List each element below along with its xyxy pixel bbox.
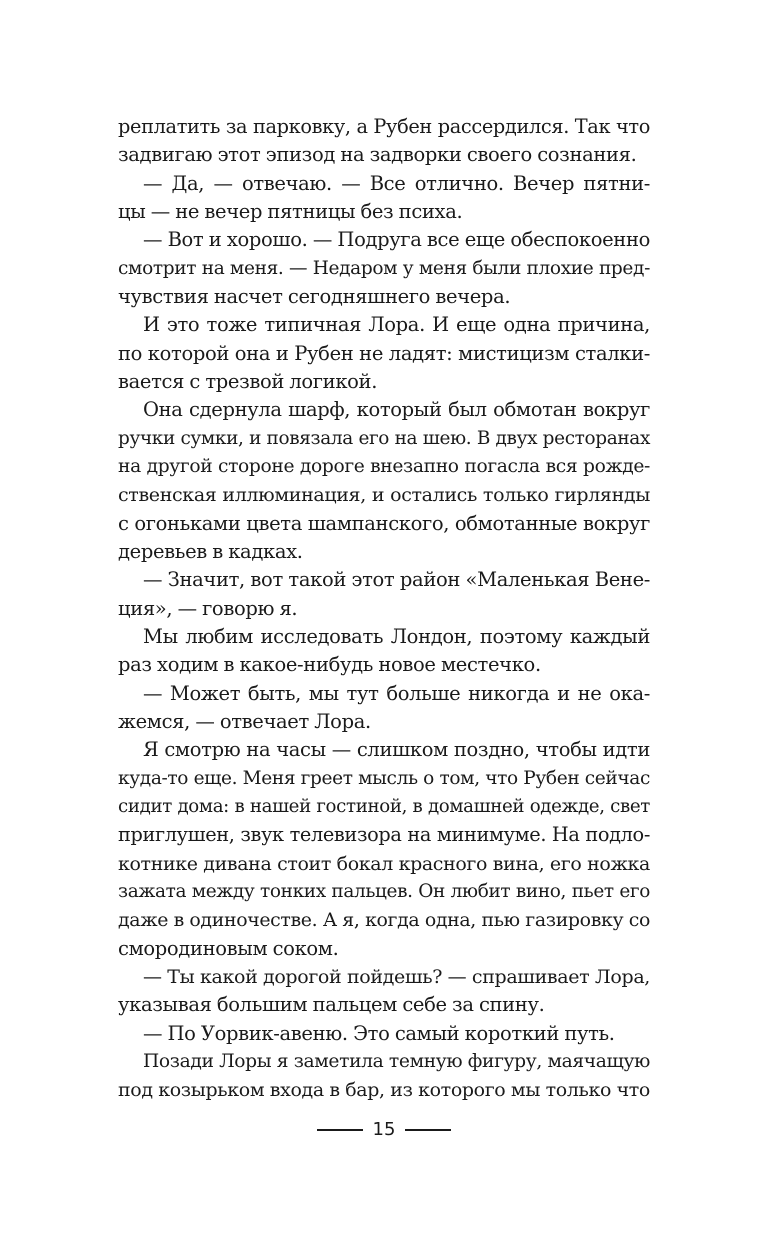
text-line: куда-то еще. Меня греет мысль о том, что Рубен сейчас [118, 767, 650, 789]
text-line: раз ходим в какое-нибудь новое местечко. [118, 653, 541, 677]
text-line: Позади Лоры я заметила темную фигуру, маячащую [143, 1050, 650, 1072]
text-line: смотрит на меня. — Недаром у меня были плохие пред- [118, 257, 650, 279]
text-line: под козырьком входа в бар, из которого мы только что [118, 1079, 650, 1102]
text-line: задвигаю этот эпизод на задворки своего сознания. [118, 143, 637, 167]
text-line: котнике дивана стоит бокал красного вина, его ножка [118, 852, 650, 875]
text-line: смородиновым соком. [118, 936, 339, 960]
page-number: 15 [372, 1119, 396, 1140]
folio-rule-left [317, 1129, 363, 1130]
text-line: зажата между тонких пальцев. Он любит вино, пьет его [118, 880, 650, 902]
text-line: — Значит, вот такой этот район «Маленькая Вене- [143, 568, 650, 592]
text-line: сидит дома: в нашей гостиной, в домашней одежде, свет [118, 795, 650, 817]
text-line: ручки сумки, и повязала его на шею. В двух ресторанах [118, 427, 650, 449]
text-line: ственская иллюминация, и остались только гирлянды [118, 484, 650, 507]
text-line: с огоньками цвета шампанского, обмотанные вокруг [118, 511, 650, 535]
text-line: на другой стороне дороге внезапно погасла вся рожде- [118, 455, 650, 477]
text-line: указывая большим пальцем себе за спину. [118, 993, 545, 1017]
text-line: — Может быть, мы тут больше никогда и не ока- [143, 681, 650, 705]
text-line: Она сдернула шарф, который был обмотан вокруг [143, 398, 650, 422]
text-line: реплатить за парковку, а Рубен рассердился. Так что [118, 115, 650, 138]
text-line: приглушен, звук телевизора на минимуме. На подло- [118, 823, 650, 847]
text-line: Мы любим исследовать Лондон, поэтому каждый [143, 624, 650, 648]
folio-rule-right [405, 1129, 451, 1130]
text-line: даже в одиночестве. А я, когда одна, пью газировку со [118, 909, 650, 932]
text-line: — Вот и хорошо. — Подруга все еще обеспокоенно [143, 228, 650, 252]
text-line: цы — не вечер пятницы без психа. [118, 199, 463, 223]
text-line: — Да, — отвечаю. — Все отлично. Вечер пятни- [143, 171, 650, 195]
text-line: И это тоже типичная Лора. И еще одна причина, [143, 313, 650, 337]
body-text [118, 113, 650, 1104]
text-line: — По Уорвик-авеню. Это самый короткий путь. [143, 1021, 615, 1045]
text-line: чувствия насчет сегодняшнего вечера. [118, 284, 511, 308]
text-line: вается с трезвой логикой. [118, 369, 378, 393]
text-line: — Ты какой дорогой пойдешь? — спрашивает Лора, [143, 965, 650, 988]
text-line: деревьев в кадках. [118, 539, 303, 563]
text-line: ция», — говорю я. [118, 596, 298, 620]
page-footer [0, 1119, 768, 1141]
text-line: по которой она и Рубен не ладят: мистицизм сталки- [118, 341, 650, 365]
text-line: Я смотрю на часы — слишком поздно, чтобы идти [143, 738, 650, 762]
text-line: жемся, — отвечает Лора. [118, 709, 371, 733]
